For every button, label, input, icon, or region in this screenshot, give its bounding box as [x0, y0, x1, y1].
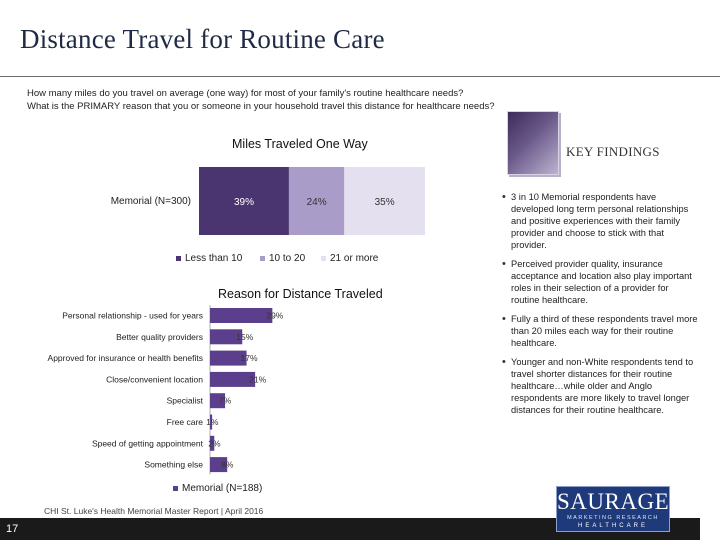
reason-category-label: Approved for insurance or health benefits: [47, 353, 203, 364]
miles-category-label: Memorial (N=300): [110, 196, 191, 207]
reason-chart-title: Reason for Distance Traveled: [218, 287, 383, 301]
miles-data-label: 39%: [233, 197, 254, 208]
finding-item: • Fully a third of these respondents travel more than 20 miles each way for their routine healthcare.: [502, 313, 698, 349]
legend-label: 21 or more: [330, 253, 379, 264]
reason-data-label: 2%: [208, 438, 221, 449]
reason-data-label: 15%: [236, 331, 254, 342]
miles-legend-item: [176, 253, 242, 264]
legend-swatch: [176, 256, 181, 261]
key-findings-list: [502, 191, 698, 423]
page-title: Distance Travel for Routine Care: [20, 24, 385, 54]
reason-category-label: Better quality providers: [116, 331, 203, 342]
miles-legend-item: [260, 253, 305, 264]
reason-category-label: Specialist: [166, 395, 203, 406]
saurage-logo: [556, 486, 670, 532]
reason-category-label: Close/convenient location: [106, 374, 203, 385]
key-findings-title: KEY FINDINGS: [566, 144, 660, 159]
source-note: CHI St. Luke's Health Memorial Master Report | April 2016: [44, 506, 264, 516]
reason-data-label: 8%: [221, 459, 234, 470]
finding-item: • Perceived provider quality, insurance acceptance and location also play important roles in their selection of a provider for routine healthcare.: [502, 258, 698, 306]
logo-brand: SAURAGE: [557, 489, 670, 514]
finding-item: • Younger and non-White respondents tend to travel shorter distances for their routine healthcare…while older and Anglo respondents are more likely to travel longer distances for their routine healthcare.: [502, 356, 698, 416]
reason-data-label: 21%: [249, 374, 267, 385]
reason-data-label: 29%: [266, 310, 284, 321]
miles-data-label: 24%: [306, 197, 327, 208]
page-number: 17: [6, 523, 19, 535]
miles-legend-item: [321, 253, 378, 264]
reason-data-label: 7%: [219, 395, 232, 406]
question-reason: What is the PRIMARY reason that you or someone in your household travel this distance for healthcare needs?: [27, 101, 495, 112]
reason-legend-item: [173, 483, 262, 494]
finding-item: • 3 in 10 Memorial respondents have developed long term personal relationships and positive experiences with their family provider and choose to stick with that provider.: [502, 191, 698, 251]
reason-category-label: Speed of getting appointment: [91, 438, 203, 449]
logo-subtitle: MARKETING RESEARCH: [567, 515, 659, 521]
legend-label: 10 to 20: [269, 253, 306, 264]
logo-tagline: HEALTHCARE: [578, 523, 648, 529]
key-findings-photo: [507, 111, 559, 175]
reason-category-label: Personal relationship - used for years: [62, 310, 203, 321]
miles-data-label: 35%: [374, 197, 395, 208]
reason-data-label: 17%: [240, 353, 258, 364]
legend-label: Less than 10: [185, 253, 243, 264]
legend-label: Memorial (N=188): [182, 483, 263, 494]
reason-category-label: Free care: [166, 417, 203, 427]
reason-category-label: Something else: [144, 459, 203, 470]
legend-swatch: [260, 256, 265, 261]
legend-swatch: [173, 486, 178, 491]
reason-bar: [210, 308, 272, 323]
reason-data-label: 1%: [206, 417, 219, 427]
question-miles: How many miles do you travel on average (one way) for most of your family's routine healthcare needs?: [27, 88, 464, 99]
miles-chart-title: Miles Traveled One Way: [232, 137, 368, 151]
legend-swatch: [321, 256, 326, 261]
